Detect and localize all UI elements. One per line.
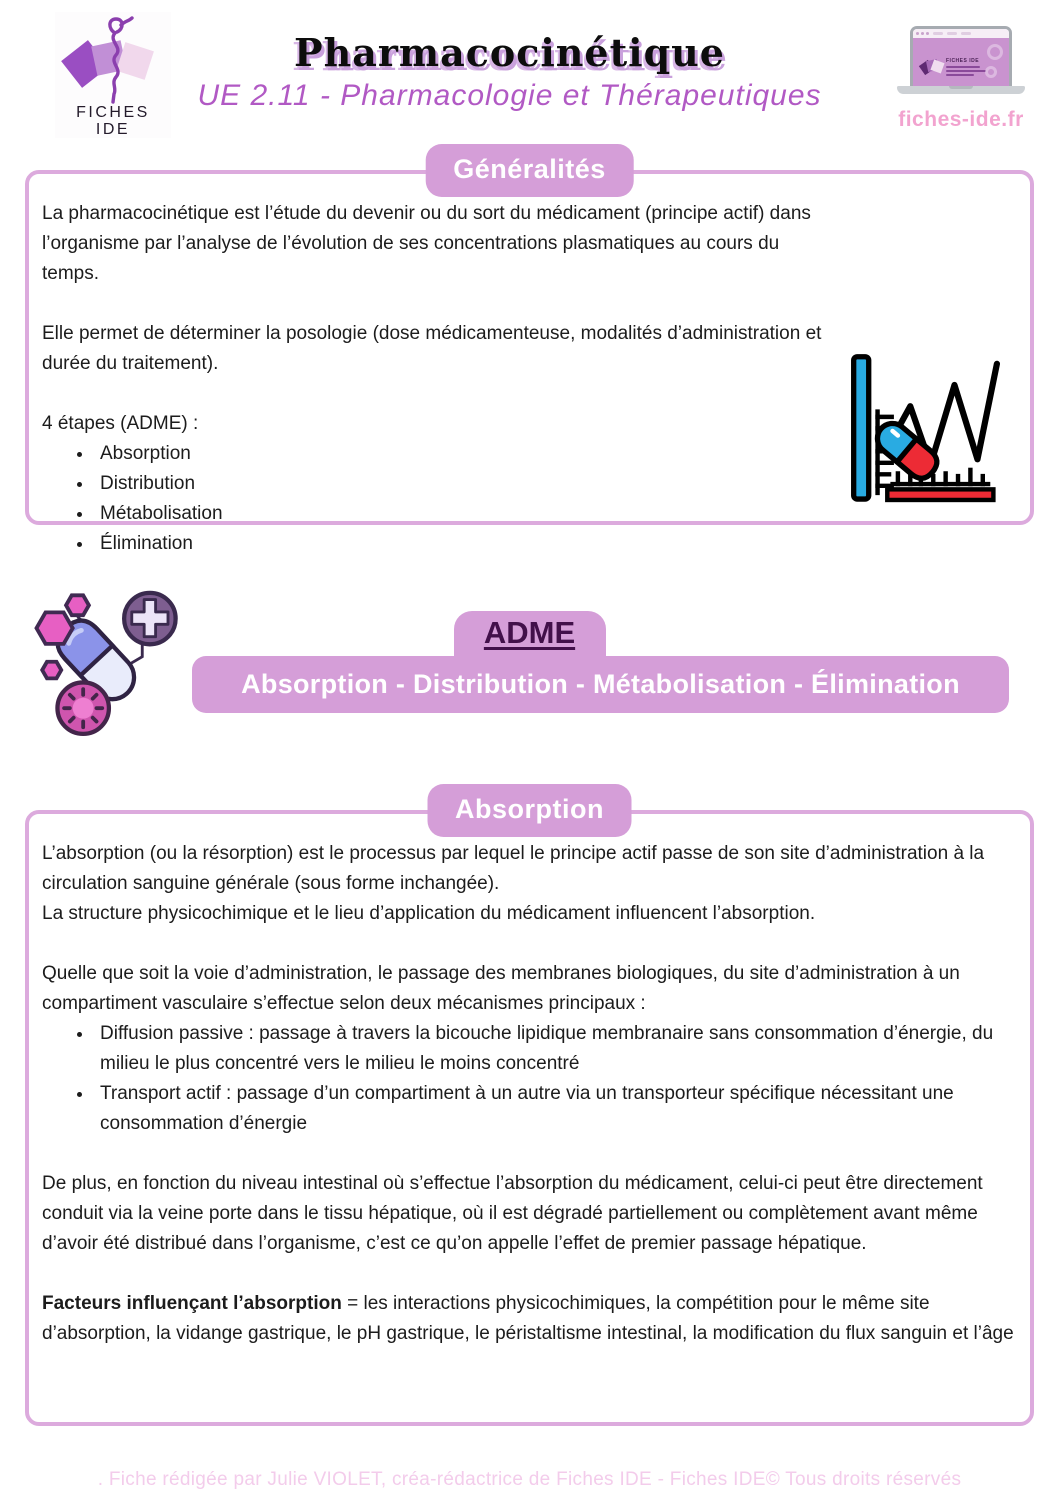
decorative-circle	[987, 44, 1003, 60]
pill-capsule-icon	[26, 582, 188, 740]
list-item: • Diffusion passive : passage à travers la bicouche lipidique membranaire sans consommation d’énergie, du milieu le plus concentré vers le milieu le moins concentré	[94, 1019, 1016, 1079]
absorption-paragraph-1b: La structure physicochimique et le lieu d’application du médicament influencent l’absorption.	[42, 903, 816, 924]
absorption-mechanisms-list	[42, 1019, 1016, 1139]
caduceus-logo-icon	[58, 12, 168, 108]
adme-steps-intro: 4 étapes (ADME) :	[42, 413, 199, 434]
list-item: • Métabolisation	[94, 499, 830, 529]
page-title: Pharmacocinétique	[294, 30, 725, 75]
browser-bar-icon	[913, 29, 1009, 38]
list-item: • Distribution	[94, 469, 830, 499]
mini-website-banner	[913, 38, 1009, 86]
header-titles	[180, 30, 839, 113]
absorption-badge: Absorption	[427, 784, 632, 837]
laptop-base-icon	[897, 86, 1025, 94]
absorption-paragraph-3: De plus, en fonction du niveau intestinal où s’effectue l’absorption du médicament, celui-ci peut être directement conduit via la veine porte dans le tissu hépatique, où il est dégradé partiellement ou complètement avant même d’avoir été distribué dans l’organisme, c’est ce qu’on appelle l’effet de premier passage hépatique.	[42, 1173, 983, 1254]
factors-label: Facteurs influençant l’absorption	[42, 1293, 342, 1314]
logo-wordmark	[76, 104, 150, 138]
factors-text: = les interactions physicochimiques, la compétition pour le même site d’absorption, la vidange gastrique, le pH gastrique, le péristaltisme intestinal, la modification du flux sanguin et l’âge	[42, 1293, 1014, 1344]
absorption-paragraph-2: Quelle que soit la voie d’administration, le passage des membranes biologiques, du site d’administration à un compartiment vasculaire s’effectue selon deux mécanismes principaux :	[42, 963, 960, 1014]
mini-logo-icon	[921, 56, 941, 78]
list-item: • Élimination	[94, 529, 830, 559]
site-url-label: fiches-ide.fr	[898, 108, 1024, 131]
decorative-circle	[985, 66, 997, 78]
generalites-badge: Généralités	[425, 144, 634, 197]
laptop-mockup	[891, 26, 1031, 132]
laptop-screen-icon	[910, 26, 1012, 86]
absorption-paragraph-1a: L’absorption (ou la résorption) est le processus par lequel le principe actif passe de son site d’administration à la circulation sanguine générale (sous forme inchangée).	[42, 843, 985, 894]
adme-title: ADME	[483, 615, 576, 650]
footer-credit: . Fiche rédigée par Julie VIOLET, créa-rédactrice de Fiches IDE - Fiches IDE© Tous droits réservés	[97, 1469, 962, 1490]
list-item: • Transport actif : passage d’un compartiment à un autre via un transporteur spécifique nécessitant une consommation d’énergie	[94, 1079, 1016, 1139]
logo-line2: IDE	[95, 121, 131, 138]
absorption-paragraph-4	[42, 1289, 1016, 1349]
generalites-paragraph-2: Elle permet de déterminer la posologie (dose médicamenteuse, modalités d’administration et durée du traitement).	[42, 323, 822, 374]
logo-line1: FICHES	[76, 104, 150, 121]
generalites-paragraph-1: La pharmacocinétique est l’étude du devenir ou du sort du médicament (principe actif) dans l’organisme par l’analyse de l’évolution de ses concentrations plasmatiques au cours du temps.	[42, 203, 811, 284]
adme-banner: Absorption - Distribution - Métabolisation - Élimination	[192, 656, 1009, 713]
section-generalites	[25, 154, 1034, 554]
list-item: • Absorption	[94, 439, 830, 469]
concentration-chart-icon	[836, 351, 1004, 511]
section-absorption	[25, 794, 1034, 1426]
mini-site-title: FICHES IDE	[946, 57, 980, 64]
adme-steps-list	[42, 439, 830, 559]
header-logo	[55, 12, 171, 138]
page-subtitle: UE 2.11 - Pharmacologie et Thérapeutiques	[197, 79, 822, 112]
